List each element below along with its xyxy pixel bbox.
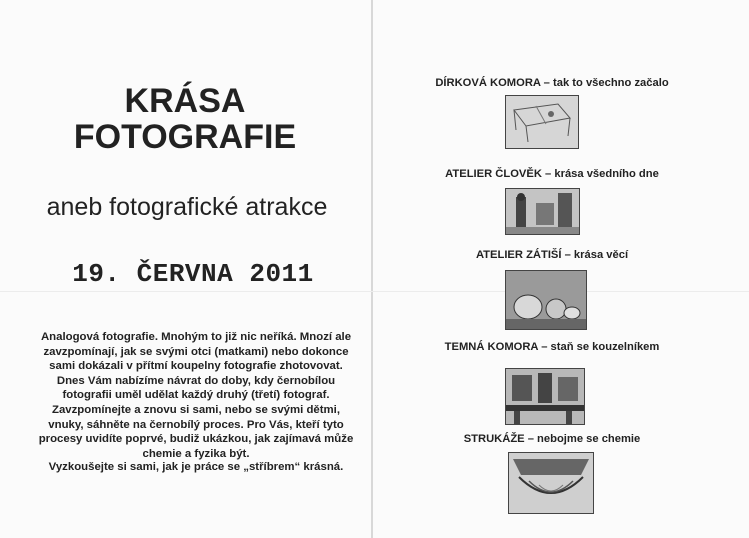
subtitle: aneb fotografické atrakce	[46, 193, 328, 221]
intro-line: sami dokázali v přítmí koupelny fotografie zhotovovat.	[49, 360, 343, 373]
camera-obscura-photo	[505, 95, 579, 149]
intro-line: Analogová fotografie. Mnohým to již nic neříká. Mnozí ale	[40, 331, 352, 343]
section-heading-still-life: ATELIER ZÁTIŠÍ – krása věcí	[475, 249, 629, 261]
intro-line: fotografii uměl udělat každý druhý (třetí) fotograf.	[62, 389, 330, 402]
section-heading-darkroom: TEMNÁ KOMORA – staň se kouzelníkem	[444, 341, 660, 353]
closing-line: Vyzkoušejte si sami, jak je práce se „stříbrem“ krásná.	[48, 461, 344, 473]
intro-line: Zavzpomínejte a znovu si sami, nebo se svými dětmi,	[51, 403, 341, 416]
intro-line: chemie a fyzika být.	[142, 447, 250, 460]
section-heading-pinhole: DÍRKOVÁ KOMORA – tak to všechno začalo	[435, 77, 669, 89]
title-line-1: KRÁSA	[124, 82, 246, 120]
event-date: 19. ČERVNA 2011	[72, 259, 314, 289]
section-heading-chemigram: STRUKÁŽE – nebojme se chemie	[463, 433, 641, 445]
intro-line: zavzpomínají, jak se svými otci (matkami) nebo dokonce	[43, 345, 349, 358]
portrait-studio-photo	[505, 188, 580, 235]
intro-line: Dnes Vám nabízíme návrat do doby, kdy černobílou	[56, 374, 336, 387]
intro-paragraph	[30, 330, 362, 461]
horizontal-crease	[0, 291, 749, 292]
darkroom-photo	[505, 368, 585, 425]
section-heading-portrait: ATELIER ČLOVĚK – krása všedního dne	[445, 168, 659, 180]
still-life-photo	[505, 270, 587, 330]
chemigram-photo	[508, 452, 594, 514]
intro-line: procesy uvidíte poprvé, budiž ukázkou, jak zajímavá může	[38, 433, 354, 446]
title-line-2: FOTOGRAFIE	[73, 118, 297, 156]
intro-line: vnuky, sáhněte na černobílý proces. Pro Vás, kteří tyto	[48, 418, 344, 431]
